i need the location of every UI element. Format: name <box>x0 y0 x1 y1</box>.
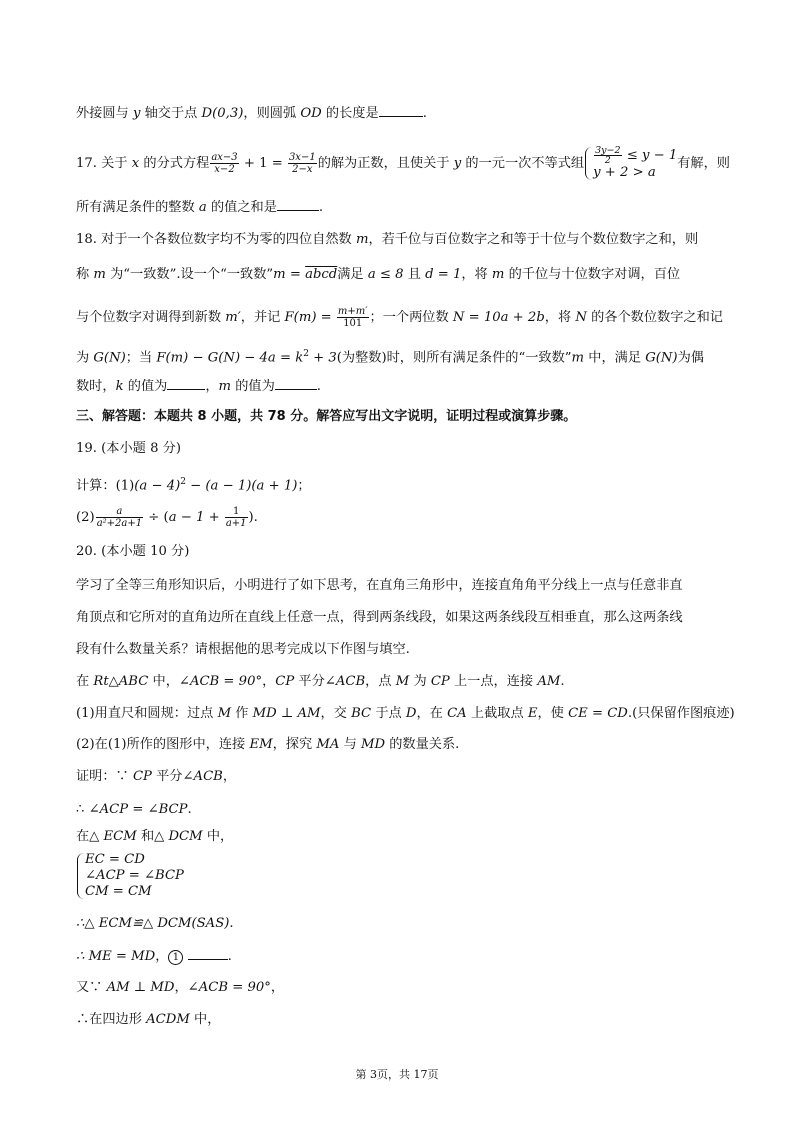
page-footer: 第 3页，共 17页 <box>355 1068 439 1081</box>
q18-text: ；一个两位数 <box>369 310 453 325</box>
var-y: y <box>132 106 141 121</box>
fraction-numerator: m+m′ <box>337 306 368 317</box>
fraction-denominator: 2 <box>604 155 611 166</box>
q18-line3 <box>76 306 723 329</box>
q17-line2 <box>76 198 323 217</box>
fraction <box>337 306 369 329</box>
q20-text: 作 <box>231 706 253 721</box>
q20-text: 在△ <box>76 829 104 844</box>
perpendicular: MD ⊥ AM <box>252 706 321 721</box>
q20-text: 平分 <box>151 769 183 784</box>
circled-number-1: 1 <box>168 950 183 965</box>
q18-text: 称 <box>76 267 94 282</box>
q19-part2 <box>76 506 258 529</box>
q18-text: ，将 <box>544 310 576 325</box>
fraction-numerator: a <box>96 506 143 518</box>
fraction-denominator: a+1 <box>225 518 247 529</box>
segment-em: EM <box>249 737 273 752</box>
q18-line5 <box>76 377 321 396</box>
q20-text: 和△ <box>136 829 169 844</box>
q20-text: 的数量关系. <box>385 737 460 752</box>
q18-line4 <box>76 345 704 367</box>
q20-text: 在 <box>76 674 94 689</box>
triangle-dcm: DCM <box>168 829 203 844</box>
q18-text: 满足 <box>337 267 368 282</box>
q20-setup <box>76 673 565 691</box>
q20-text: 为 <box>409 674 431 689</box>
q20-text: ，探究 <box>272 737 317 752</box>
var-m: m <box>355 232 369 247</box>
q16-text: 的长度是 <box>321 106 379 121</box>
answer-blank[interactable] <box>275 377 317 390</box>
q20-paragraph-line1: 学习了全等三角形知识后，小明进行了如下思考，在直角三角形中，连接直角角平分线上一点与任意非直 <box>76 578 683 593</box>
equation: CE = CD <box>568 706 628 721</box>
g-of-n: G(N) <box>645 350 678 366</box>
q18-text: (为整数)时，则所有满足条件的“一致数” <box>336 350 572 366</box>
var-n: N <box>575 310 587 325</box>
triangle-ecm: ECM <box>103 829 137 844</box>
q20-text: ， <box>262 674 276 689</box>
proof-label: 证明：∵ <box>76 769 133 784</box>
angle-equality: ∠ACP = ∠BCP <box>88 802 188 817</box>
q20-text: ∴在四边形 <box>76 1012 147 1027</box>
q20-header: 20. (本小题 10 分) <box>76 544 190 559</box>
q18-text: 对于一个各数位数字均不为零的四位自然数 <box>101 232 356 247</box>
exponent: 2 <box>303 349 309 359</box>
condition-d: d = 1 <box>425 267 462 282</box>
q18-text: 为“一致数”.设一个“一致数” <box>105 267 274 282</box>
var-a: a <box>198 200 207 215</box>
fraction-numerator: 3y−2 <box>595 145 621 156</box>
angle-acb-90: ∠ACB = 90° <box>187 980 271 995</box>
equation: ∴ ME = MD <box>76 949 156 964</box>
q16-text: 外接圆与 <box>76 106 133 121</box>
answer-blank[interactable] <box>277 198 319 211</box>
var-m: m <box>491 267 505 282</box>
q18-text: ，并记 <box>240 310 285 325</box>
f-of-m: F(m) = <box>284 310 336 325</box>
condition-a: a ≤ 8 <box>367 267 404 282</box>
fraction-denominator: 2−x <box>292 164 313 175</box>
q17-end: . <box>318 200 324 215</box>
var-m: m <box>93 267 106 282</box>
q20-text: ，使 <box>537 706 569 721</box>
q20-step2 <box>76 736 459 754</box>
q18-text: ，若千位与百位数字之和等于十位与个数位数字之和，则 <box>368 232 699 247</box>
fraction-numerator: 3x−1 <box>288 152 316 163</box>
q20-text: 中， <box>189 1012 221 1027</box>
q20-paragraph-line3: 段有什么数量关系？请根据他的思考完成以下作图与填空. <box>76 642 410 657</box>
q20-text: 中， <box>202 829 234 844</box>
q19-part1 <box>76 473 311 495</box>
angle-acb: ∠ACB <box>182 769 223 784</box>
q18-text: 的值为 <box>231 379 275 394</box>
point-m: M <box>395 674 410 689</box>
q17-text: 的值之和是 <box>206 200 277 215</box>
proof-line3 <box>76 828 233 846</box>
fraction-denominator: a²+2a+1 <box>96 518 143 529</box>
q18-text: 为 <box>76 350 94 366</box>
n-equation: N = 10a + 2b <box>452 310 545 325</box>
exponent: 2 <box>180 477 186 487</box>
perpendicular: AM ⊥ MD <box>106 980 175 995</box>
answer-blank[interactable] <box>379 104 423 117</box>
fraction-numerator: ax−3 <box>211 152 238 163</box>
q18-end: . <box>316 379 321 394</box>
q20-text: (1)用直尺和圆规：过点 <box>76 706 218 721</box>
q20-text: 中， <box>148 674 179 689</box>
q18-line2 <box>76 266 680 284</box>
punctuation: ； <box>297 478 311 494</box>
inequality-2: y + 2 > a <box>593 165 656 180</box>
fraction-numerator: 1 <box>225 506 248 518</box>
proof-system <box>76 852 184 900</box>
formula: F(m) − G(N) − 4a = k <box>156 350 304 366</box>
segment-bc: BC <box>351 706 372 721</box>
q17-operator: + 1 = <box>239 156 287 171</box>
q17-text: 的解为正数，且使关于 <box>317 156 454 171</box>
q20-step1 <box>76 705 735 723</box>
expression: (a − 4) <box>134 478 181 494</box>
formula: + 3 <box>308 350 337 366</box>
q20-text: . <box>560 674 565 689</box>
fraction-denominator: 101 <box>343 318 363 329</box>
punctuation: ). <box>248 510 258 525</box>
q20-text: 与 <box>339 737 361 752</box>
point-d: D <box>405 706 417 721</box>
proof-me-md <box>76 947 232 966</box>
segment-cp: CP <box>132 769 152 784</box>
q20-text: 平分 <box>294 674 325 689</box>
q18-text: 与个位数字对调得到新数 <box>76 310 226 325</box>
punctuation: ， <box>270 980 285 995</box>
triangle-abc: Rt△ABC <box>93 674 149 689</box>
segment-ma: MA <box>316 737 340 752</box>
congruence-conditions <box>76 852 184 900</box>
q16-text: 轴交于点 <box>140 106 202 121</box>
q17-text: 的一元一次不等式组 <box>461 156 585 171</box>
q19-header: 19. (本小题 8 分) <box>76 441 181 456</box>
q17-text: 的分式方程 <box>139 156 210 171</box>
point-m: M <box>217 706 232 721</box>
point-e: E <box>527 706 538 721</box>
fraction <box>594 146 621 165</box>
question-number: 17. <box>76 156 102 171</box>
segment-am: AM <box>537 674 561 689</box>
q17-text: 所有满足条件的整数 <box>76 200 199 215</box>
q17-line1 <box>76 146 730 181</box>
punctuation: ， <box>155 949 169 964</box>
q18-text: 的值为 <box>123 379 168 394</box>
fraction <box>210 152 238 175</box>
g-of-n: G(N) <box>93 350 126 366</box>
q18-text: 且 <box>403 267 426 282</box>
section-heading: 三、解答题：本题共 8 小题，共 78 分。解答应写出文字说明，证明过程或演算步骤。 <box>76 409 577 424</box>
q18-text: 的各个数位数字之和记 <box>586 310 723 325</box>
arc-od: OD <box>300 106 322 121</box>
q18-line1 <box>76 231 698 249</box>
proof-line1 <box>76 768 236 786</box>
q18-text: ， <box>205 379 219 394</box>
calc-label: 计算： <box>76 478 116 494</box>
congruence: ∴△ ECM≌△ DCM(SAS) <box>76 916 230 931</box>
part-label: (1) <box>115 478 135 494</box>
answer-blank[interactable] <box>188 947 228 960</box>
proof-congruence <box>76 915 234 933</box>
punctuation: . <box>229 916 234 931</box>
q18-text: ；当 <box>125 350 157 366</box>
q16-end: . <box>422 106 427 121</box>
q20-text: (2)在(1)所作的图形中，连接 <box>76 737 250 752</box>
fraction <box>288 152 317 175</box>
point-d: D(0,3) <box>201 106 244 121</box>
var-y: y <box>453 156 462 171</box>
segment-cp: CP <box>430 674 450 689</box>
segment-cp: CP <box>275 674 295 689</box>
q20-text: 上截取点 <box>466 706 528 721</box>
digits-abcd: abcd <box>305 267 338 282</box>
fraction <box>96 506 143 529</box>
expression: − (a − 1)(a + 1) <box>185 478 298 494</box>
q20-text: ，点 <box>365 674 396 689</box>
answer-blank[interactable] <box>167 377 205 390</box>
q20-text: 于点 <box>371 706 406 721</box>
quadrilateral-acdm: ACDM <box>146 1012 190 1027</box>
q18-text: 中，满足 <box>584 350 646 366</box>
angle-acb: ∠ACB <box>324 674 366 689</box>
therefore: ∴ <box>76 802 89 817</box>
expression: a − 1 + <box>168 510 224 525</box>
var-x: x <box>131 156 140 171</box>
segment-ca: CA <box>447 706 467 721</box>
condition-2: ∠ACP = ∠BCP <box>85 868 184 883</box>
operator: ÷ ( <box>144 510 169 525</box>
var-m: m <box>218 379 232 394</box>
fraction <box>225 506 248 529</box>
var-k: k <box>115 379 124 394</box>
punctuation: ， <box>222 769 237 784</box>
proof-quadrilateral <box>76 1011 220 1029</box>
q17-text: 有解，则 <box>677 156 730 171</box>
var-m-prime: m′ <box>225 310 241 325</box>
q16-text: ，则圆弧 <box>243 106 301 121</box>
inequality-1 <box>593 146 677 165</box>
q20-text: .(只保留作图痕迹) <box>627 706 735 721</box>
condition-3: CM = CM <box>85 884 152 899</box>
q20-text: 又∵ <box>76 980 107 995</box>
q18-text: ，将 <box>461 267 492 282</box>
var-m: m <box>571 350 585 366</box>
q20-text: 上一点，连接 <box>449 674 538 689</box>
q17-text: 关于 <box>101 156 132 171</box>
punctuation: . <box>187 802 192 817</box>
q20-text: ，在 <box>416 706 448 721</box>
proof-line2 <box>76 801 192 819</box>
fraction-denominator: x−2 <box>214 164 235 175</box>
condition-1: EC = CD <box>85 852 145 867</box>
m-equals: m = <box>273 267 306 282</box>
q18-text: 数时， <box>76 379 116 394</box>
q20-text: ，交 <box>320 706 352 721</box>
inequality-rest: ≤ y − 1 <box>622 148 678 163</box>
part-label: (2) <box>76 510 95 525</box>
punctuation: ， <box>174 980 188 995</box>
proof-again <box>76 979 284 997</box>
inequality-system <box>584 146 677 181</box>
question-number: 18. <box>76 232 102 247</box>
q18-text: 为偶 <box>677 350 704 366</box>
q16-tail-line <box>76 104 427 123</box>
punctuation: . <box>227 949 232 964</box>
q18-text: 的千位与十位数字对调，百位 <box>504 267 681 282</box>
q20-paragraph-line2: 角顶点和它所对的直角边所在直线上任意一点，得到两条线段，如果这两条线段互相垂直，那么这两条线 <box>76 610 683 625</box>
segment-md: MD <box>360 737 386 752</box>
angle-acb-90: ∠ACB = 90° <box>178 674 263 689</box>
